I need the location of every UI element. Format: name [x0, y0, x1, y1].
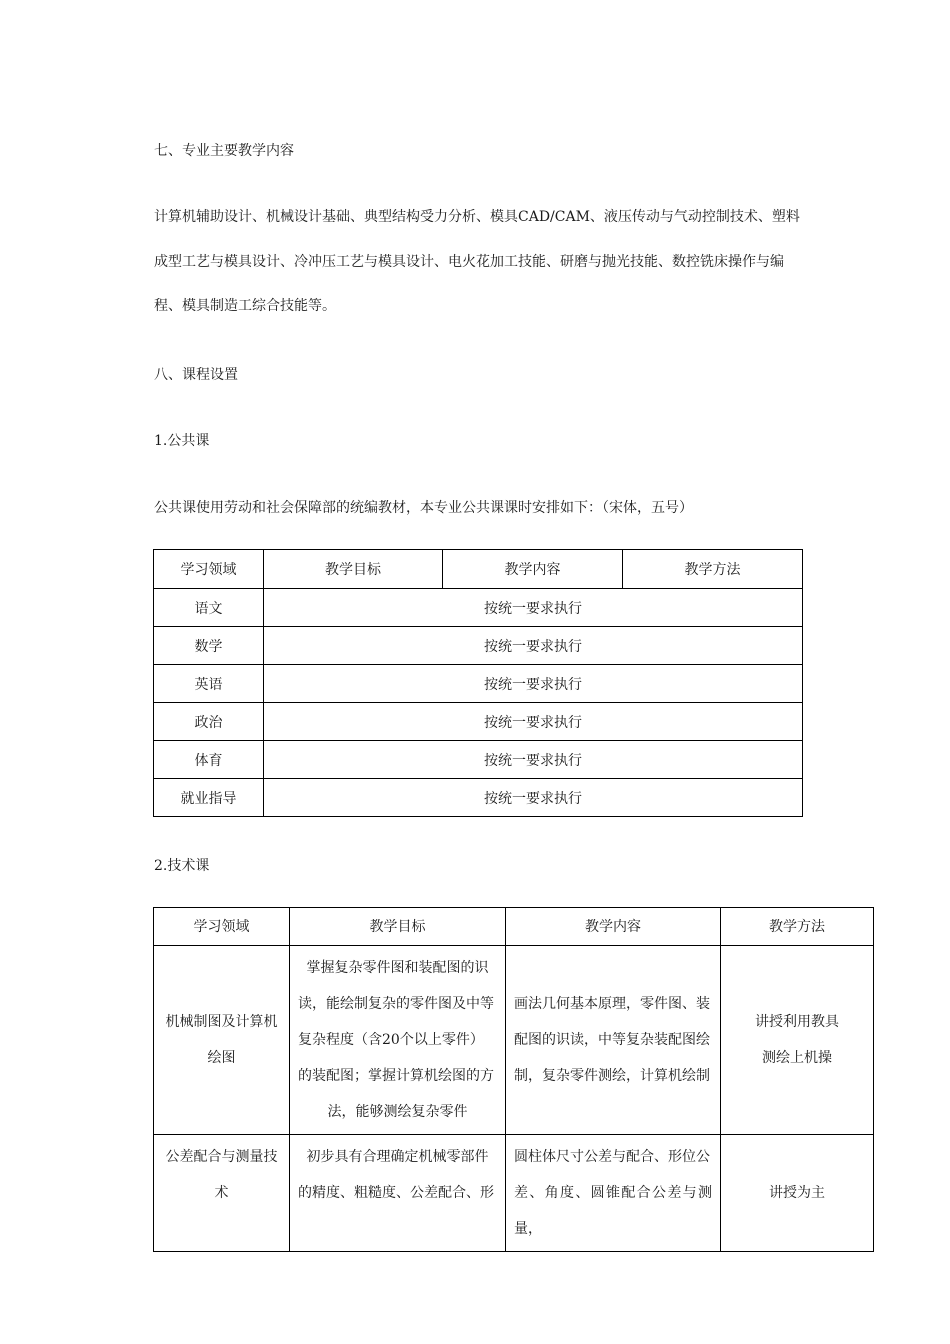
table-row [154, 946, 874, 1135]
table-header-row [154, 908, 874, 946]
row-content: 按统一要求执行 [264, 627, 803, 665]
table-row [154, 627, 803, 665]
row-goal-line: 读，能绘制复杂的零件图及中等 [298, 996, 494, 1012]
row-goal-line: 复杂程度（含20个以上零件） [298, 1032, 484, 1048]
row-content-line: 制，复杂零件测绘，计算机绘制 [514, 1068, 710, 1084]
header-method: 教学方法 [721, 908, 874, 946]
header-field: 学习领域 [154, 908, 290, 946]
row-method [721, 946, 874, 1135]
public-course-intro: 公共课使用劳动和社会保障部的统编教材，本专业公共课课时安排如下：（宋体，五号） [154, 500, 693, 516]
row-goal-line: 掌握复杂零件图和装配图的识 [306, 960, 489, 976]
row-goal-line: 初步具有合理确定机械零部件 [306, 1149, 489, 1165]
section-7-text-line-1: 计算机辅助设计、机械设计基础、典型结构受力分析、模具CAD/CAM、液压传动与气动控制技术、塑料 [154, 209, 800, 225]
row-method [721, 1135, 874, 1252]
public-course-table [153, 549, 803, 817]
table-row [154, 741, 803, 779]
header-content: 教学内容 [443, 550, 623, 589]
row-goal-line: 的装配图；掌握计算机绘图的方 [298, 1068, 494, 1084]
table-row [154, 1135, 874, 1252]
public-course-heading: 1.公共课 [154, 433, 210, 449]
tech-course-heading: 2.技术课 [154, 858, 210, 874]
row-content-line: 圆柱体尺寸公差与配合、形位公 [514, 1149, 710, 1165]
header-goal: 教学目标 [264, 550, 443, 589]
row-content: 按统一要求执行 [264, 703, 803, 741]
tech-course-table-viewport [153, 907, 839, 1237]
section-7-heading: 七、专业主要教学内容 [154, 143, 294, 159]
header-content: 教学内容 [506, 908, 721, 946]
section-7-text-line-3: 程、模具制造工综合技能等。 [154, 298, 336, 314]
table-row [154, 589, 803, 627]
row-field-line: 公差配合与测量技 [165, 1149, 278, 1165]
row-goal [290, 1135, 506, 1252]
table-row [154, 665, 803, 703]
table-header-row [154, 550, 803, 589]
row-method-line: 测绘上机操 [762, 1050, 832, 1066]
row-content-line: 差、角度、圆锥配合公差与测量， [514, 1185, 712, 1237]
header-field: 学习领域 [154, 550, 264, 589]
header-method: 教学方法 [623, 550, 803, 589]
row-content: 按统一要求执行 [264, 589, 803, 627]
row-content [506, 1135, 721, 1252]
row-goal-line: 法，能够测绘复杂零件 [327, 1104, 468, 1120]
row-content: 按统一要求执行 [264, 779, 803, 817]
row-field: 语文 [154, 589, 264, 627]
row-field: 政治 [154, 703, 264, 741]
table-row [154, 703, 803, 741]
section-7-text-line-2: 成型工艺与模具设计、冷冲压工艺与模具设计、电火花加工技能、研磨与抛光技能、数控铣床操作与编 [154, 254, 784, 270]
row-field [154, 1135, 290, 1252]
row-field-line: 绘图 [207, 1050, 236, 1066]
row-method-line: 讲授为主 [769, 1185, 825, 1201]
row-goal [290, 946, 506, 1135]
row-field-line: 术 [214, 1185, 229, 1201]
row-content-line: 配图的识读，中等复杂装配图绘 [514, 1032, 710, 1048]
row-content: 按统一要求执行 [264, 665, 803, 703]
row-field: 体育 [154, 741, 264, 779]
row-method-line: 讲授利用教具 [755, 1014, 839, 1030]
header-goal: 教学目标 [290, 908, 506, 946]
row-content: 按统一要求执行 [264, 741, 803, 779]
row-content [506, 946, 721, 1135]
row-field: 就业指导 [154, 779, 264, 817]
row-field [154, 946, 290, 1135]
row-field-line: 机械制图及计算机 [165, 1014, 278, 1030]
row-field: 英语 [154, 665, 264, 703]
row-goal-line: 的精度、粗糙度、公差配合、形 [298, 1185, 494, 1201]
tech-course-table [153, 907, 874, 1252]
row-content-line: 画法几何基本原理，零件图、装 [514, 996, 710, 1012]
row-field: 数学 [154, 627, 264, 665]
section-8-heading: 八、课程设置 [154, 367, 238, 383]
table-row [154, 779, 803, 817]
